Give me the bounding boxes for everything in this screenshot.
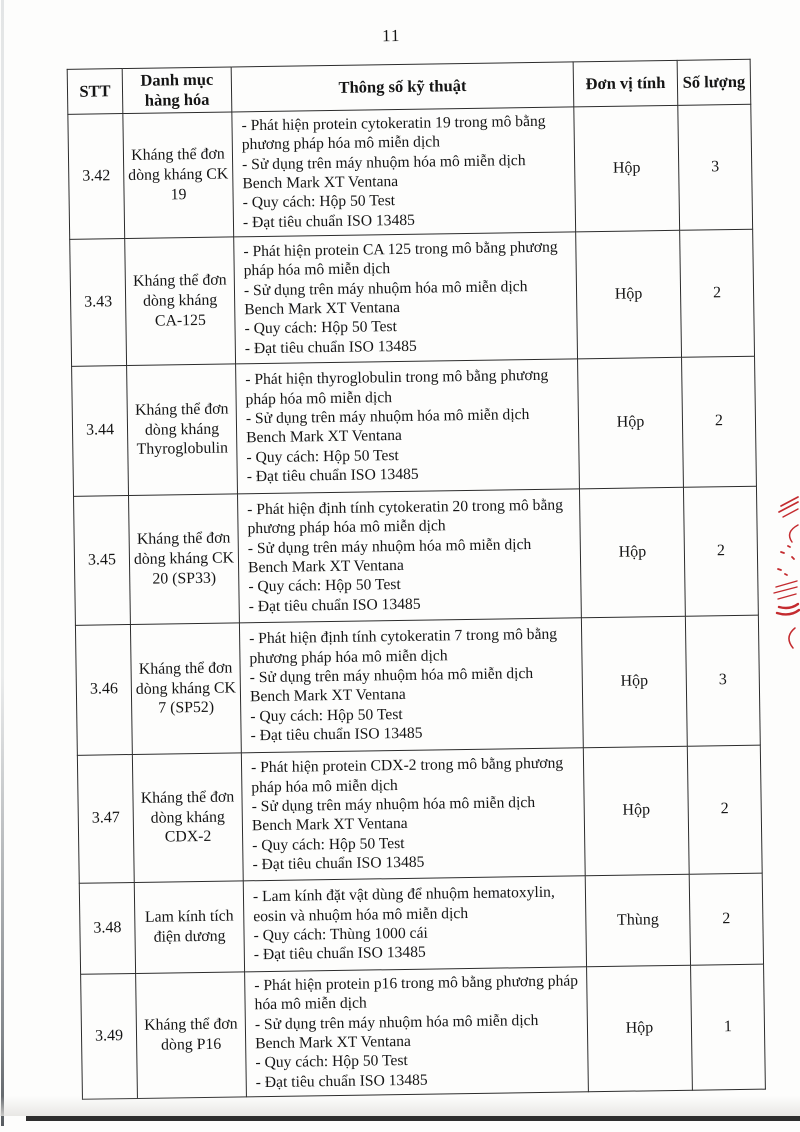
table-row <box>77 745 762 883</box>
item-name-cell: Kháng thể đơn dòng kháng CK 7 (SP52) <box>130 623 241 755</box>
specs-cell <box>239 618 583 753</box>
unit-cell: Hộp <box>579 487 685 618</box>
spec-line: - Lam kính đặt vật dùng để nhuộm hematoxylin, eosin và nhuộm hóa mô miễn dịch <box>252 884 555 925</box>
quantity-cell: 2 <box>687 745 762 874</box>
spec-line: - Đạt tiêu chuẩn ISO 13485 <box>244 337 417 357</box>
row-number-cell: 3.47 <box>77 754 134 883</box>
unit-cell: Thùng <box>585 874 690 967</box>
row-number-cell: 3.46 <box>75 624 132 755</box>
quantity-cell: 2 <box>682 356 757 487</box>
table-body <box>68 104 766 1099</box>
table-row <box>79 873 763 974</box>
spec-line: - Phát hiện thyroglobulin trong mô bằng phương pháp hóa mô miễn dịch <box>245 367 549 409</box>
spec-list <box>246 968 587 1095</box>
item-name-cell: Lam kính tích điện dương <box>134 881 244 974</box>
header-stt: STT <box>67 69 123 115</box>
spec-line: - Sử dụng trên máy nhuộm hóa mô miễn dịch Bench Mark XT Ventana <box>254 1011 539 1053</box>
spec-line: - Đạt tiêu chuẩn ISO 13485 <box>242 211 416 231</box>
spec-list <box>241 622 582 749</box>
header-qty: Số lượng <box>677 59 751 105</box>
row-number-cell: 3.49 <box>81 973 138 1099</box>
specs-cell <box>241 748 585 881</box>
supplies-spec-table <box>67 59 766 1100</box>
specs-cell <box>245 967 589 1097</box>
spec-line: - Quy cách: Hộp 50 Test <box>250 705 403 726</box>
unit-cell: Hộp <box>578 357 684 489</box>
quantity-cell: 2 <box>683 486 758 616</box>
spec-line: - Phát hiện protein CDX-2 trong mô bằng phương pháp hóa mô miễn dịch <box>250 755 564 797</box>
spec-line: - Sử dụng trên máy nhuộm hóa mô miễn dịch Bench Mark XT Ventana <box>245 406 530 447</box>
spec-line: - Đạt tiêu chuẩn ISO 13485 <box>253 943 426 964</box>
spec-list <box>235 234 576 361</box>
quantity-cell: 3 <box>678 104 753 230</box>
item-name-cell: Kháng thể đơn dòng kháng Thyroglobulin <box>127 364 238 496</box>
unit-cell: Hộp <box>576 230 682 359</box>
spec-line: - Sử dụng trên máy nhuộm hóa mô miễn dịch Bench Mark XT Ventana <box>247 535 532 577</box>
table-row <box>72 356 757 496</box>
row-number-cell: 3.48 <box>79 882 135 974</box>
table-row <box>74 486 759 625</box>
quantity-cell: 2 <box>680 229 755 357</box>
unit-cell: Hộp <box>587 965 693 1091</box>
item-name-cell: Kháng thể đơn dòng kháng CA-125 <box>125 237 236 366</box>
spec-line: - Phát hiện protein p16 trong mô bằng phương pháp hóa mô miễn dịch <box>254 972 579 1014</box>
quantity-cell: 2 <box>689 873 763 965</box>
table-row <box>70 229 755 366</box>
specs-cell <box>238 489 582 623</box>
header-item: Danh mục hàng hóa <box>122 67 232 114</box>
spec-list <box>233 108 574 235</box>
spec-line: - Phát hiện định tính cytokeratin 7 trong mô bằng phương pháp hóa mô miễn dịch <box>249 626 558 668</box>
scan-bottom-shade <box>0 1096 800 1116</box>
spec-list <box>239 492 580 619</box>
row-number-cell: 3.45 <box>74 495 131 625</box>
specs-cell <box>234 232 578 364</box>
spec-line: - Phát hiện protein CA 125 trong mô bằng phương pháp hóa mô miễn dịch <box>243 238 558 280</box>
page-number: 11 <box>381 25 401 46</box>
spec-line: - Đạt tiêu chuẩn ISO 13485 <box>255 1071 428 1091</box>
spec-list <box>245 880 585 968</box>
unit-cell: Hộp <box>574 105 680 231</box>
specs-cell <box>243 876 586 972</box>
table-row <box>81 964 766 1099</box>
item-name-cell: Kháng thể đơn dòng P16 <box>136 972 247 1099</box>
spec-line: - Đạt tiêu chuẩn ISO 13485 <box>250 724 423 745</box>
table-row <box>75 615 760 755</box>
scan-bottom-edge-bar <box>26 1116 800 1121</box>
spec-line: - Sử dụng trên máy nhuộm hóa mô miễn dịch Bench Mark XT Ventana <box>249 665 534 706</box>
spec-line: - Quy cách: Hộp 50 Test <box>246 446 399 467</box>
spec-line: - Quy cách: Hộp 50 Test <box>252 834 405 855</box>
quantity-cell: 3 <box>685 615 760 746</box>
spec-line: - Đạt tiêu chuẩn ISO 13485 <box>246 465 419 486</box>
spec-list <box>237 363 578 490</box>
spec-line: - Quy cách: Hộp 50 Test <box>248 576 401 596</box>
specs-cell <box>236 359 580 494</box>
item-name-cell: Kháng thể đơn dòng kháng CDX-2 <box>132 753 243 883</box>
spec-list <box>243 751 584 878</box>
quantity-cell: 1 <box>691 964 766 1090</box>
table-row <box>68 104 753 239</box>
spec-line: - Phát hiện định tính cytokeratin 20 trong mô bằng phương pháp hóa mô miễn dịch <box>247 496 564 538</box>
unit-cell: Hộp <box>583 746 689 876</box>
spec-line: - Quy cách: Hộp 50 Test <box>242 192 396 212</box>
stamp-strokes <box>774 497 799 648</box>
specs-cell <box>232 107 576 237</box>
header-specs: Thông số kỹ thuật <box>231 62 574 112</box>
row-number-cell: 3.43 <box>70 239 127 367</box>
spec-line: - Đạt tiêu chuẩn ISO 13485 <box>248 595 421 615</box>
item-name-cell: Kháng thể đơn dòng kháng CK 20 (SP33) <box>129 494 240 625</box>
spec-line: - Sử dụng trên máy nhuộm hóa mô miễn dịch Bench Mark XT Ventana <box>241 151 526 193</box>
header-unit: Đơn vị tính <box>573 60 678 107</box>
scan-left-edge-shadow <box>1 0 4 1126</box>
row-number-cell: 3.42 <box>68 114 125 240</box>
spec-line: - Sử dụng trên máy nhuộm hóa mô miễn dịch Bench Mark XT Ventana <box>243 277 528 319</box>
spec-line: - Đạt tiêu chuẩn ISO 13485 <box>252 853 425 874</box>
spec-line: - Quy cách: Hộp 50 Test <box>255 1052 408 1072</box>
row-number-cell: 3.44 <box>72 366 129 497</box>
red-ink-stamp-fragment <box>768 478 800 654</box>
spec-line: - Quy cách: Hộp 50 Test <box>244 318 398 338</box>
unit-cell: Hộp <box>581 616 687 748</box>
item-name-cell: Kháng thể đơn dòng kháng CK 19 <box>123 112 234 239</box>
spec-line: - Quy cách: Thùng 1000 cái <box>253 924 428 945</box>
spec-line: - Sử dụng trên máy nhuộm hóa mô miễn dịch Bench Mark XT Ventana <box>251 794 536 835</box>
spec-line: - Phát hiện protein cytokeratin 19 trong mô bằng phương pháp hóa mô miễn dịch <box>241 112 546 154</box>
